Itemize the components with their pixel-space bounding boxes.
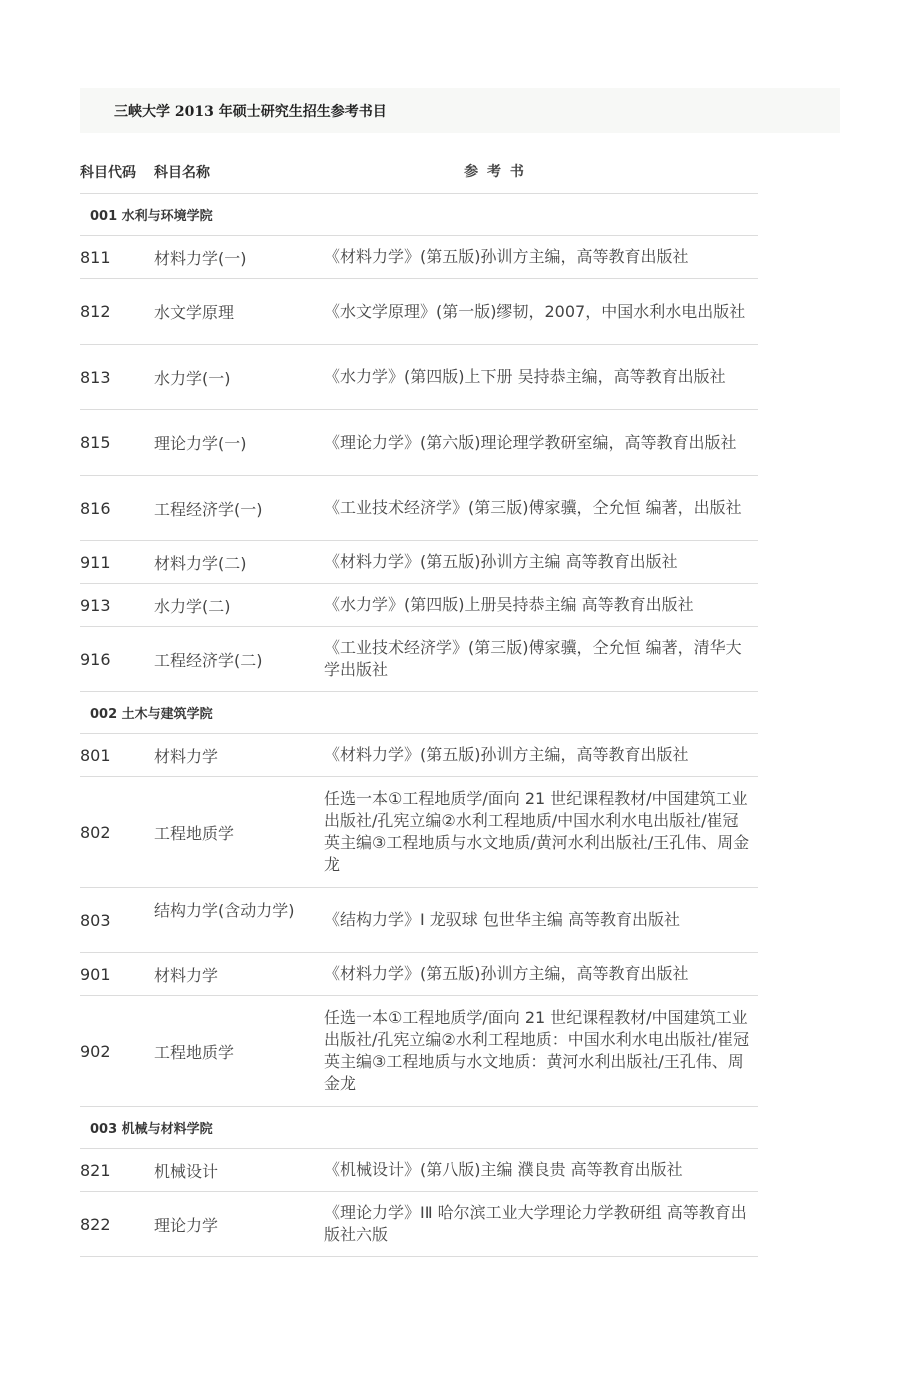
row-code: 803	[80, 910, 111, 930]
row-ref: 任选一本①工程地质学/面向 21 世纪课程教材/中国建筑工业出版社/孔宪立编②水利工程地质：中国水利水电出版社/崔冠英主编③工程地质与水文地质：黄河水利出版社/王孔伟、周金龙	[324, 1008, 750, 1093]
row-name: 工程经济学(二)	[154, 650, 263, 670]
row-name: 材料力学(一)	[154, 248, 247, 268]
table-row	[80, 996, 758, 1107]
row-code: 811	[80, 247, 111, 267]
header-name: 科目名称	[154, 165, 210, 181]
row-code: 821	[80, 1160, 111, 1180]
row-code: 816	[80, 498, 111, 518]
row-name: 结构力学(含动力学)	[154, 901, 295, 920]
table-row	[80, 345, 758, 410]
reference-table	[80, 151, 758, 1257]
row-code: 913	[80, 595, 111, 615]
table-row	[80, 734, 758, 777]
table-row	[80, 279, 758, 345]
table-row	[80, 888, 758, 953]
row-ref: 《水文学原理》(第一版)缪韧，2007，中国水利水电出版社	[324, 301, 746, 321]
header-ref: 参 考 书	[464, 164, 526, 180]
section-header	[80, 692, 758, 734]
row-name: 理论力学	[154, 1215, 219, 1235]
table-row	[80, 410, 758, 476]
row-code: 815	[80, 433, 111, 452]
row-ref: 《材料力学》(第五版)孙训方主编，高等教育出版社	[324, 745, 689, 764]
row-code: 902	[80, 1041, 111, 1061]
table-row	[80, 1149, 758, 1192]
row-ref: 《水力学》(第四版)上下册 吴持恭主编，高等教育出版社	[324, 367, 726, 386]
section-label: 003 机械与材料学院	[90, 1122, 213, 1137]
row-ref: 《水力学》(第四版)上册吴持恭主编 高等教育出版社	[324, 595, 694, 614]
section-label: 002 土木与建筑学院	[90, 707, 213, 722]
row-name: 机械设计	[154, 1161, 219, 1181]
row-name: 水力学(二)	[154, 596, 231, 616]
row-ref: 《机械设计》(第八版)主编 濮良贵 高等教育出版社	[324, 1160, 683, 1179]
row-code: 822	[80, 1214, 111, 1234]
page-title: 三峡大学 2013 年硕士研究生招生参考书目	[114, 103, 387, 120]
row-ref: 《工业技术经济学》(第三版)傅家骥，仝允恒 编著，出版社	[324, 498, 742, 517]
row-code: 911	[80, 552, 111, 572]
row-code: 813	[80, 367, 111, 387]
row-name: 工程地质学	[154, 823, 235, 843]
row-code: 901	[80, 964, 111, 984]
row-code: 916	[80, 649, 111, 669]
row-code: 801	[80, 745, 111, 765]
table-row	[80, 541, 758, 584]
row-ref: 《理论力学》(第六版)理论理学教研室编，高等教育出版社	[324, 432, 737, 452]
row-ref: 《材料力学》(第五版)孙训方主编，高等教育出版社	[324, 247, 689, 266]
table-row	[80, 777, 758, 888]
row-ref: 《理论力学》ⅠⅡ 哈尔滨工业大学理论力学教研组 高等教育出版社六版	[324, 1203, 747, 1244]
row-ref: 《结构力学》Ⅰ 龙驭球 包世华主编 高等教育出版社	[324, 910, 680, 929]
table-row	[80, 1192, 758, 1257]
row-name: 工程地质学	[154, 1042, 235, 1062]
row-name: 材料力学(二)	[154, 553, 247, 573]
row-name: 理论力学(一)	[154, 434, 247, 453]
row-name: 材料力学	[154, 965, 219, 985]
row-name: 材料力学	[154, 746, 219, 766]
section-header	[80, 1107, 758, 1149]
row-ref: 《工业技术经济学》(第三版)傅家骥，仝允恒 编著，清华大学出版社	[324, 638, 742, 679]
row-ref: 任选一本①工程地质学/面向 21 世纪课程教材/中国建筑工业出版社/孔宪立编②水利工程地质/中国水利水电出版社/崔冠英主编③工程地质与水文地质/黄河水利出版社/王孔伟、周金龙	[324, 789, 750, 874]
table-row	[80, 584, 758, 627]
row-name: 水文学原理	[154, 303, 235, 322]
table-row	[80, 627, 758, 692]
table-row	[80, 476, 758, 541]
section-label: 001 水利与环境学院	[90, 209, 213, 224]
row-code: 812	[80, 302, 111, 321]
table-row	[80, 236, 758, 279]
section-header	[80, 194, 758, 236]
table-header	[80, 151, 758, 194]
row-ref: 《材料力学》(第五版)孙训方主编 高等教育出版社	[324, 552, 678, 571]
row-code: 802	[80, 822, 111, 842]
title-bar	[80, 88, 840, 133]
table-row	[80, 953, 758, 996]
row-name: 水力学(一)	[154, 368, 231, 388]
row-ref: 《材料力学》(第五版)孙训方主编，高等教育出版社	[324, 964, 689, 983]
header-code: 科目代码	[80, 165, 136, 181]
row-name: 工程经济学(一)	[154, 499, 263, 519]
